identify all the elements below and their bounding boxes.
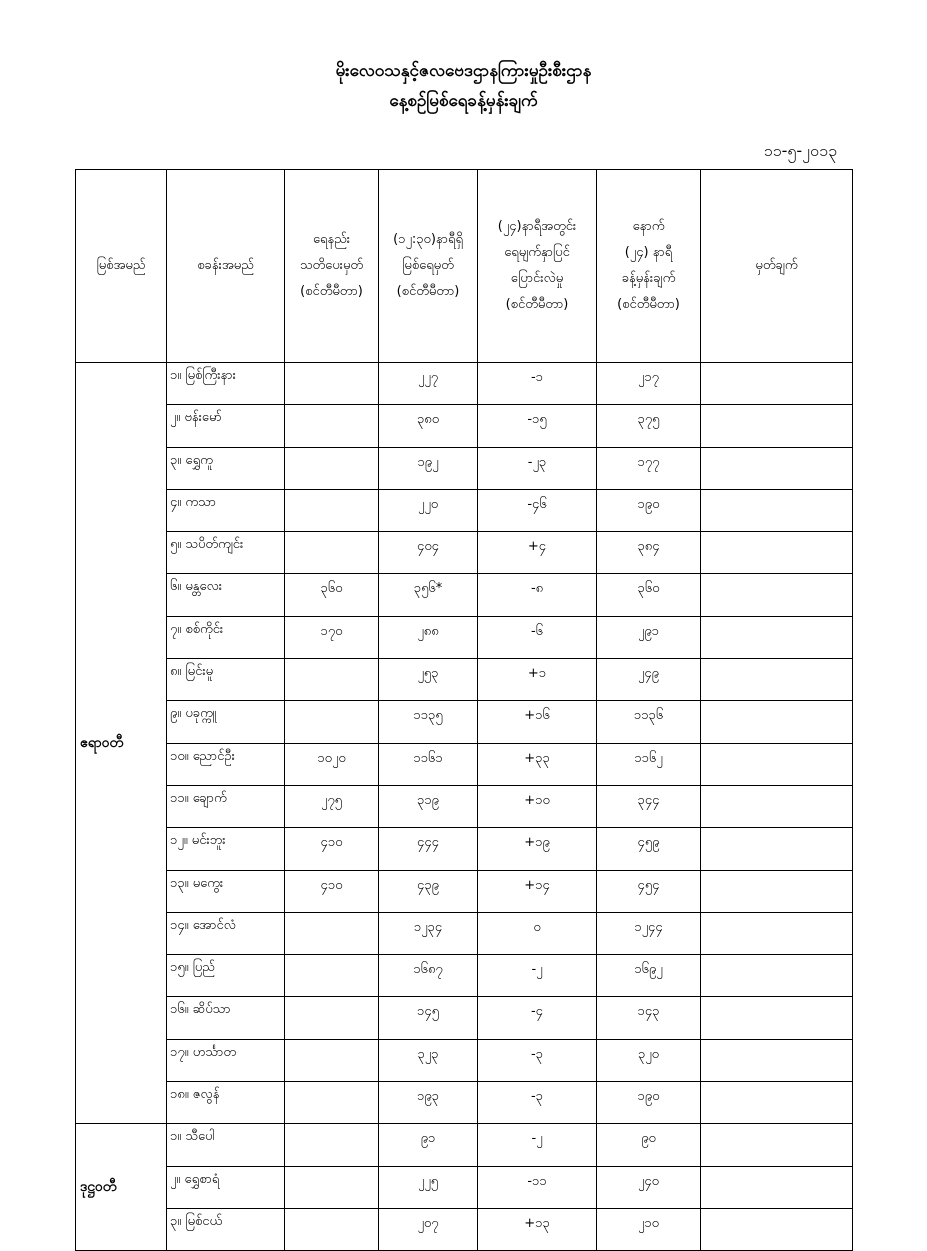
change-cell: +၁၄ — [478, 870, 597, 912]
danger-cell — [285, 447, 379, 489]
level-cell: ၁၆၈၇ — [379, 955, 478, 997]
danger-cell — [285, 405, 379, 447]
col-header-danger-line: သတိပေးမှတ် — [299, 258, 364, 273]
remarks-cell — [701, 405, 853, 447]
col-header-forecast-line: ခန့်မှန်းချက် — [621, 271, 676, 286]
forecast-cell: ၁၇၇ — [597, 447, 701, 489]
station-cell: ၂။ ရွှေစာရံ — [167, 1166, 285, 1208]
remarks-cell — [701, 743, 853, 785]
col-header-river: မြစ်အမည် — [76, 170, 167, 363]
danger-cell: ၃၆၀ — [285, 574, 379, 616]
forecast-cell: ၃၇၅ — [597, 405, 701, 447]
river-name-cell: ဒုဋ္ဌဝတီ — [76, 1124, 167, 1251]
remarks-cell — [701, 828, 853, 870]
table-row — [76, 912, 853, 954]
station-cell: ၇။ စစ်ကိုင်း — [167, 616, 285, 658]
level-cell: ၃၁၉ — [379, 785, 478, 827]
remarks-cell — [701, 1166, 853, 1208]
col-header-forecast-line: နောက် — [632, 219, 665, 234]
station-cell: ၁၈။ ဇလွန် — [167, 1082, 285, 1124]
remarks-cell — [701, 870, 853, 912]
danger-cell — [285, 532, 379, 574]
table-row — [76, 1039, 853, 1081]
forecast-cell: ၂၄၉ — [597, 659, 701, 701]
col-header-level — [379, 170, 478, 363]
forecast-cell: ၄၅၉ — [597, 828, 701, 870]
river-level-table — [75, 169, 853, 1251]
level-cell: ၄၃၉ — [379, 870, 478, 912]
change-cell: +၃၃ — [478, 743, 597, 785]
col-header-change — [478, 170, 597, 363]
change-cell: +၁၃ — [478, 1208, 597, 1250]
forecast-cell: ၁၁၆၂ — [597, 743, 701, 785]
table-body — [76, 363, 853, 1251]
col-header-change-line: (၂၄)နာရီအတွင်း — [497, 219, 577, 234]
remarks-cell — [701, 1124, 853, 1166]
forecast-cell: ၃၆၀ — [597, 574, 701, 616]
forecast-cell: ၃၄၄ — [597, 785, 701, 827]
danger-cell: ၂၇၅ — [285, 785, 379, 827]
table-row — [76, 447, 853, 489]
station-cell: ၆။ မန္တလေး — [167, 574, 285, 616]
danger-cell — [285, 1082, 379, 1124]
remarks-cell — [701, 1082, 853, 1124]
danger-cell — [285, 955, 379, 997]
forecast-cell: ၃၈၄ — [597, 532, 701, 574]
remarks-cell — [701, 574, 853, 616]
danger-cell — [285, 912, 379, 954]
forecast-cell: ၃၂၀ — [597, 1039, 701, 1081]
change-cell: +၄ — [478, 532, 597, 574]
danger-cell — [285, 1124, 379, 1166]
river-name-cell: ဧရာဝတီ — [76, 363, 167, 1124]
danger-cell — [285, 1039, 379, 1081]
table-row — [76, 785, 853, 827]
remarks-cell — [701, 1039, 853, 1081]
station-cell: ၅။ သပိတ်ကျင်း — [167, 532, 285, 574]
forecast-cell: ၂၁၀ — [597, 1208, 701, 1250]
forecast-cell: ၄၅၄ — [597, 870, 701, 912]
document-title: မိုးလေဝသနှင့်ဇလဗေဒဌာနကြားမှုဦးစီးဌာန — [335, 61, 592, 81]
level-cell: ၃၅၆* — [379, 574, 478, 616]
remarks-cell — [701, 997, 853, 1039]
danger-cell — [285, 997, 379, 1039]
table-row — [76, 870, 853, 912]
change-cell: -၂ — [478, 1124, 597, 1166]
remarks-cell — [701, 1208, 853, 1250]
station-cell: ၉။ ပခုက္ကူ — [167, 701, 285, 743]
level-cell: ၂၀၇ — [379, 1208, 478, 1250]
forecast-cell: ၂၁၇ — [597, 363, 701, 405]
table-row — [76, 532, 853, 574]
table-row — [76, 701, 853, 743]
table-row — [76, 955, 853, 997]
remarks-cell — [701, 532, 853, 574]
change-cell: +၁ — [478, 659, 597, 701]
danger-cell: ၄၁၀ — [285, 828, 379, 870]
forecast-cell: ၁၁၃၆ — [597, 701, 701, 743]
remarks-cell — [701, 955, 853, 997]
level-cell: ၄၀၄ — [379, 532, 478, 574]
change-cell: -၈ — [478, 574, 597, 616]
level-cell: ၂၂၀ — [379, 489, 478, 531]
change-cell: -၂ — [478, 955, 597, 997]
col-header-station: စခန်းအမည် — [167, 170, 285, 363]
change-cell: -၃ — [478, 1082, 597, 1124]
table-row — [76, 489, 853, 531]
change-cell: -၄ — [478, 997, 597, 1039]
change-cell: -၁ — [478, 363, 597, 405]
station-cell: ၈။ မြင်းမူ — [167, 659, 285, 701]
level-cell: ၁၄၅ — [379, 997, 478, 1039]
change-cell: +၁၀ — [478, 785, 597, 827]
table-row — [76, 1124, 853, 1166]
remarks-cell — [701, 659, 853, 701]
col-header-level-line: (စင်တီမီတာ) — [396, 284, 460, 299]
level-cell: ၁၁၃၅ — [379, 701, 478, 743]
remarks-cell — [701, 489, 853, 531]
danger-cell — [285, 1166, 379, 1208]
change-cell: -၆ — [478, 616, 597, 658]
col-header-change-line: (စင်တီမီတာ) — [505, 297, 569, 312]
station-cell: ၁၃။ မကွေး — [167, 870, 285, 912]
level-cell: ၉၁ — [379, 1124, 478, 1166]
change-cell: +၁၉ — [478, 828, 597, 870]
station-cell: ၃။ ရွှေကူ — [167, 447, 285, 489]
change-cell: -၁၁ — [478, 1166, 597, 1208]
forecast-cell: ၂၄၀ — [597, 1166, 701, 1208]
forecast-cell: ၂၉၁ — [597, 616, 701, 658]
table-row — [76, 363, 853, 405]
level-cell: ၂၅၃ — [379, 659, 478, 701]
col-header-level-line: မြစ်ရေမှတ် — [402, 258, 454, 273]
forecast-cell: ၁၆၉၂ — [597, 955, 701, 997]
table-row — [76, 1208, 853, 1250]
danger-cell — [285, 701, 379, 743]
col-header-change-line: ရေမျက်နှာပြင် — [504, 245, 570, 260]
table-row — [76, 1082, 853, 1124]
table-row — [76, 828, 853, 870]
remarks-cell — [701, 363, 853, 405]
col-header-remarks: မှတ်ချက် — [701, 170, 853, 363]
table-row — [76, 574, 853, 616]
level-cell: ၄၄၄ — [379, 828, 478, 870]
level-cell: ၁၂၃၄ — [379, 912, 478, 954]
table-row — [76, 1166, 853, 1208]
station-cell: ၁၁။ ချောက် — [167, 785, 285, 827]
station-cell: ၃။ မြစ်ငယ် — [167, 1208, 285, 1250]
danger-cell — [285, 1208, 379, 1250]
station-cell: ၁။ မြစ်ကြီးနား — [167, 363, 285, 405]
change-cell: -၁၅ — [478, 405, 597, 447]
change-cell: +၁၆ — [478, 701, 597, 743]
col-header-forecast-line: (စင်တီမီတာ) — [617, 297, 680, 312]
remarks-cell — [701, 616, 853, 658]
level-cell: ၃၂၃ — [379, 1039, 478, 1081]
remarks-cell — [701, 447, 853, 489]
station-cell: ၁၇။ ဟင်္သာတ — [167, 1039, 285, 1081]
station-cell: ၁၆။ ဆိပ်သာ — [167, 997, 285, 1039]
danger-cell — [285, 659, 379, 701]
station-cell: ၁၀။ ညောင်ဦး — [167, 743, 285, 785]
level-cell: ၁၁၆၁ — [379, 743, 478, 785]
forecast-cell: ၉၀ — [597, 1124, 701, 1166]
danger-cell — [285, 489, 379, 531]
table-row — [76, 405, 853, 447]
report-date: ၁၁-၅-၂၀၁၃ — [763, 141, 837, 160]
change-cell: -၄၆ — [478, 489, 597, 531]
change-cell: -၂၃ — [478, 447, 597, 489]
document-subtitle: နေ့စဉ်မြစ်ရေခန့်မှန်းချက် — [389, 91, 538, 111]
col-header-danger — [285, 170, 379, 363]
danger-cell: ၄၁၀ — [285, 870, 379, 912]
remarks-cell — [701, 785, 853, 827]
change-cell: -၃ — [478, 1039, 597, 1081]
remarks-cell — [701, 701, 853, 743]
col-header-danger-line: (စင်တီမီတာ) — [300, 284, 363, 299]
table-row — [76, 616, 853, 658]
table-row — [76, 659, 853, 701]
col-header-forecast-line: (၂၄) နာရီ — [624, 245, 673, 260]
level-cell: ၂၂၅ — [379, 1166, 478, 1208]
level-cell: ၂၂၇ — [379, 363, 478, 405]
header-row — [76, 170, 853, 363]
station-cell: ၁၂။ မင်းဘူး — [167, 828, 285, 870]
forecast-cell: ၁၉၀ — [597, 1082, 701, 1124]
table-row — [76, 743, 853, 785]
forecast-cell: ၁၂၄၄ — [597, 912, 701, 954]
station-cell: ၁၅။ ပြည် — [167, 955, 285, 997]
station-cell: ၂။ ဗန်းမော် — [167, 405, 285, 447]
forecast-cell: ၁၉၀ — [597, 489, 701, 531]
danger-cell: ၁၀၂၀ — [285, 743, 379, 785]
danger-cell: ၁၇၀ — [285, 616, 379, 658]
col-header-danger-line: ရေနည်း — [312, 232, 351, 247]
station-cell: ၄။ ကသာ — [167, 489, 285, 531]
change-cell: ၀ — [478, 912, 597, 954]
level-cell: ၁၉၃ — [379, 1082, 478, 1124]
level-cell: ၃၈၀ — [379, 405, 478, 447]
level-cell: ၂၈၈ — [379, 616, 478, 658]
station-cell: ၁။ သီပေါ — [167, 1124, 285, 1166]
col-header-change-line: ပြောင်းလဲမှု — [510, 271, 564, 286]
forecast-cell: ၁၄၃ — [597, 997, 701, 1039]
station-cell: ၁၄။ အောင်လံ — [167, 912, 285, 954]
col-header-level-line: (၁၂:၃၀)နာရီရှိ — [393, 232, 463, 247]
level-cell: ၁၉၂ — [379, 447, 478, 489]
col-header-forecast — [597, 170, 701, 363]
remarks-cell — [701, 912, 853, 954]
table-row — [76, 997, 853, 1039]
danger-cell — [285, 363, 379, 405]
